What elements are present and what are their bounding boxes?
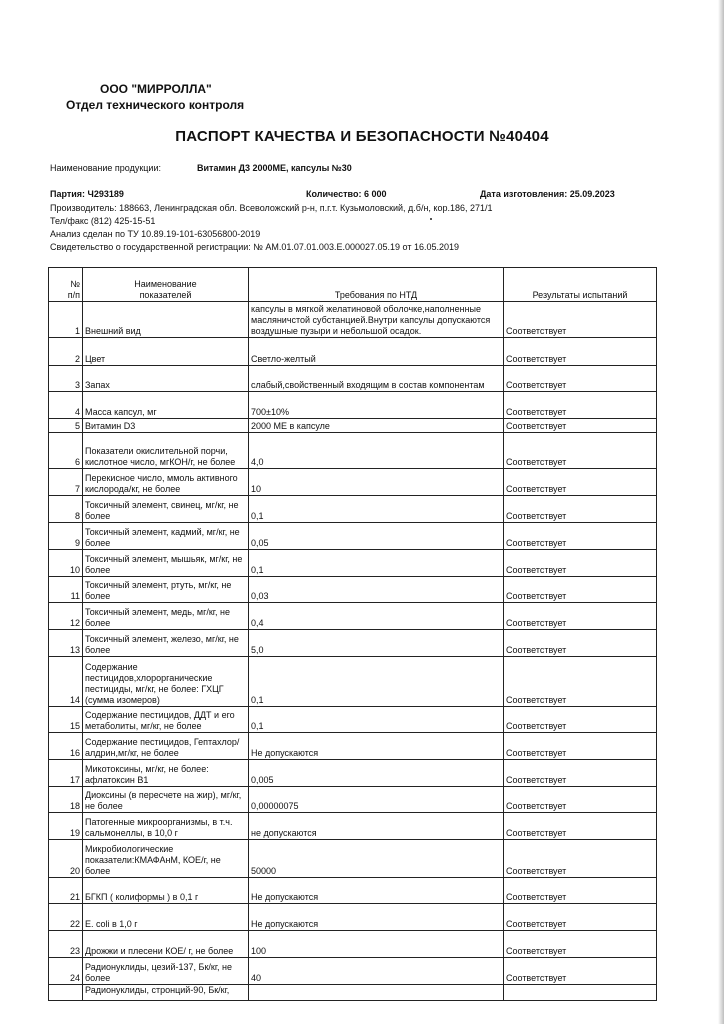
row-indicator: Содержание пестицидов,хлорорганические пестициды, мг/кг, не более: ГХЦГ (сумма изомеров) — [83, 657, 249, 707]
document-title: ПАСПОРТ КАЧЕСТВА И БЕЗОПАСНОСТИ №40404 — [175, 128, 549, 145]
row-number: 20 — [49, 840, 83, 878]
row-result: Соответствует — [504, 496, 657, 523]
row-result: Соответствует — [504, 630, 657, 657]
table-row — [49, 958, 657, 985]
row-indicator: Токсичный элемент, железо, мг/кг, не более — [83, 630, 249, 657]
row-number: 2 — [49, 338, 83, 366]
row-number: 7 — [49, 469, 83, 496]
row-indicator: Токсичный элемент, ртуть, мг/кг, не более — [83, 577, 249, 603]
row-indicator: Диоксины (в пересчете на жир), мг/кг, не более — [83, 787, 249, 813]
table-row — [49, 630, 657, 657]
registration-certificate: Свидетельство о государственной регистрации: № AM.01.07.01.003.E.000027.05.19 от 16.05.2019 — [50, 242, 459, 252]
row-indicator: Цвет — [83, 338, 249, 366]
row-number: 11 — [49, 577, 83, 603]
row-requirement: 5,0 — [249, 630, 504, 657]
row-result: Соответствует — [504, 813, 657, 840]
row-number: 13 — [49, 630, 83, 657]
table-row — [49, 904, 657, 931]
row-requirement: не допускаются — [249, 813, 504, 840]
org-name: ООО "МИРРОЛЛА" — [100, 82, 212, 96]
row-number: 22 — [49, 904, 83, 931]
row-number: 8 — [49, 496, 83, 523]
table-row — [49, 603, 657, 630]
scan-edge-shadow — [718, 0, 724, 1024]
row-requirement — [249, 985, 504, 1001]
table-row — [49, 433, 657, 469]
row-number: 4 — [49, 392, 83, 419]
row-requirement: Светло-желтый — [249, 338, 504, 366]
row-requirement: 0,4 — [249, 603, 504, 630]
table-row — [49, 496, 657, 523]
table-row — [49, 469, 657, 496]
table-row — [49, 985, 657, 1001]
row-number: 18 — [49, 787, 83, 813]
row-result: Соответствует — [504, 707, 657, 733]
row-requirement: 700±10% — [249, 392, 504, 419]
row-requirement: 0,1 — [249, 657, 504, 707]
row-number: 17 — [49, 760, 83, 787]
row-indicator: Запах — [83, 366, 249, 392]
row-result: Соответствует — [504, 419, 657, 433]
table-row — [49, 338, 657, 366]
row-requirement: Не допускаются — [249, 904, 504, 931]
row-number — [49, 985, 83, 1001]
row-result: Соответствует — [504, 760, 657, 787]
row-result: Соответствует — [504, 733, 657, 760]
header-num: № п/п — [49, 268, 83, 302]
row-result: Соответствует — [504, 958, 657, 985]
row-result: Соответствует — [504, 787, 657, 813]
row-number: 9 — [49, 523, 83, 550]
row-requirement: слабый,свойственный входящим в состав компонентам — [249, 366, 504, 392]
row-result: Соответствует — [504, 577, 657, 603]
row-indicator: Внешний вид — [83, 302, 249, 338]
row-indicator: Токсичный элемент, свинец, мг/кг, не более — [83, 496, 249, 523]
batch-number: Партия: Ч293189 — [50, 189, 124, 199]
row-result: Соответствует — [504, 366, 657, 392]
table-row — [49, 931, 657, 958]
row-requirement: 0,03 — [249, 577, 504, 603]
row-indicator: Показатели окислительной порчи, кислотное число, мгКОН/г, не более — [83, 433, 249, 469]
row-result: Соответствует — [504, 840, 657, 878]
table-row — [49, 392, 657, 419]
row-indicator: Патогенные микроорганизмы, в т.ч. сальмонеллы, в 10,0 г — [83, 813, 249, 840]
row-requirement: 0,00000075 — [249, 787, 504, 813]
row-result: Соответствует — [504, 550, 657, 577]
table-row — [49, 733, 657, 760]
row-result: Соответствует — [504, 878, 657, 904]
manufacturer-address: Производитель: 188663, Ленинградская обл. Всеволожский р-н, п.г.т. Кузьмоловский, д.б/н, кор.186, 271/1 — [50, 203, 493, 213]
table-row — [49, 878, 657, 904]
row-result — [504, 985, 657, 1001]
row-number: 19 — [49, 813, 83, 840]
row-indicator: Радионуклиды, стронций-90, Бк/кг, — [83, 985, 249, 1001]
table-row — [49, 550, 657, 577]
row-number: 15 — [49, 707, 83, 733]
row-result: Соответствует — [504, 603, 657, 630]
row-indicator: Витамин D3 — [83, 419, 249, 433]
row-requirement: 0,1 — [249, 496, 504, 523]
quality-table — [48, 267, 657, 1001]
row-number: 16 — [49, 733, 83, 760]
product-label: Наименование продукции: — [50, 163, 161, 173]
row-indicator: Содержание пестицидов, Гептахлор/ алдрин,мг/кг, не более — [83, 733, 249, 760]
department-name: Отдел технического контроля — [66, 98, 245, 112]
table-row — [49, 577, 657, 603]
table-row — [49, 787, 657, 813]
row-requirement: 50000 — [249, 840, 504, 878]
row-number: 21 — [49, 878, 83, 904]
analysis-standard: Анализ сделан по ТУ 10.89.19-101-63056800-2019 — [50, 229, 261, 239]
row-requirement: 4,0 — [249, 433, 504, 469]
row-requirement: 0,05 — [249, 523, 504, 550]
table-header-row — [49, 268, 657, 302]
row-result: Соответствует — [504, 392, 657, 419]
header-name: Наименование показателей — [83, 268, 249, 302]
table-row — [49, 657, 657, 707]
row-requirement: 0,005 — [249, 760, 504, 787]
table-row — [49, 302, 657, 338]
table-row — [49, 760, 657, 787]
row-requirement: 40 — [249, 958, 504, 985]
row-indicator: Микотоксины, мг/кг, не более: афлатоксин В1 — [83, 760, 249, 787]
row-requirement: 100 — [249, 931, 504, 958]
row-result: Соответствует — [504, 904, 657, 931]
manufacture-date: Дата изготовления: 25.09.2023 — [480, 189, 615, 199]
row-indicator: Токсичный элемент, медь, мг/кг, не более — [83, 603, 249, 630]
row-result: Соответствует — [504, 469, 657, 496]
row-number: 23 — [49, 931, 83, 958]
row-requirement: 0,1 — [249, 550, 504, 577]
table-row — [49, 840, 657, 878]
row-result: Соответствует — [504, 523, 657, 550]
product-value: Витамин Д3 2000МЕ, капсулы №30 — [197, 163, 352, 173]
row-result: Соответствует — [504, 302, 657, 338]
table-row — [49, 419, 657, 433]
row-indicator: Дрожжи и плесени КОЕ/ г, не более — [83, 931, 249, 958]
row-result: Соответствует — [504, 338, 657, 366]
row-result: Соответствует — [504, 657, 657, 707]
row-indicator: Содержание пестицидов, ДДТ и его метаболиты, мг/кг, не более — [83, 707, 249, 733]
row-number: 12 — [49, 603, 83, 630]
row-result: Соответствует — [504, 433, 657, 469]
row-number: 1 — [49, 302, 83, 338]
phone-fax: Тел/факс (812) 425-15-51 — [50, 216, 156, 226]
scan-speck — [430, 218, 432, 220]
row-requirement: Не допускаются — [249, 878, 504, 904]
row-number: 5 — [49, 419, 83, 433]
row-requirement: капсулы в мягкой желатиновой оболочке,наполненные масляничстой субстанцией.Внутри капсулы допускаются воздушные пузыри и небольшой осадок. — [249, 302, 504, 338]
row-indicator: Радионуклиды, цезий-137, Бк/кг, не более — [83, 958, 249, 985]
row-indicator: Перекисное число, ммоль активного кислорода/кг, не более — [83, 469, 249, 496]
row-requirement: Не допускаются — [249, 733, 504, 760]
row-number: 24 — [49, 958, 83, 985]
row-requirement: 2000 МЕ в капсуле — [249, 419, 504, 433]
row-number: 14 — [49, 657, 83, 707]
quantity: Количество: 6 000 — [306, 189, 387, 199]
table-row — [49, 523, 657, 550]
row-indicator: Микробиологические показатели:КМАФАнМ, КОЕ/г, не более — [83, 840, 249, 878]
row-indicator: E. coli в 1,0 г — [83, 904, 249, 931]
row-number: 10 — [49, 550, 83, 577]
header-requirements: Требования по НТД — [249, 268, 504, 302]
row-requirement: 10 — [249, 469, 504, 496]
row-indicator: Масса капсул, мг — [83, 392, 249, 419]
table-row — [49, 366, 657, 392]
row-number: 3 — [49, 366, 83, 392]
row-number: 6 — [49, 433, 83, 469]
header-results: Результаты испытаний — [504, 268, 657, 302]
row-result: Соответствует — [504, 931, 657, 958]
row-requirement: 0,1 — [249, 707, 504, 733]
row-indicator: БГКП ( колиформы ) в 0,1 г — [83, 878, 249, 904]
table-row — [49, 813, 657, 840]
table-row — [49, 707, 657, 733]
row-indicator: Токсичный элемент, мышьяк, мг/кг, не более — [83, 550, 249, 577]
row-indicator: Токсичный элемент, кадмий, мг/кг, не более — [83, 523, 249, 550]
